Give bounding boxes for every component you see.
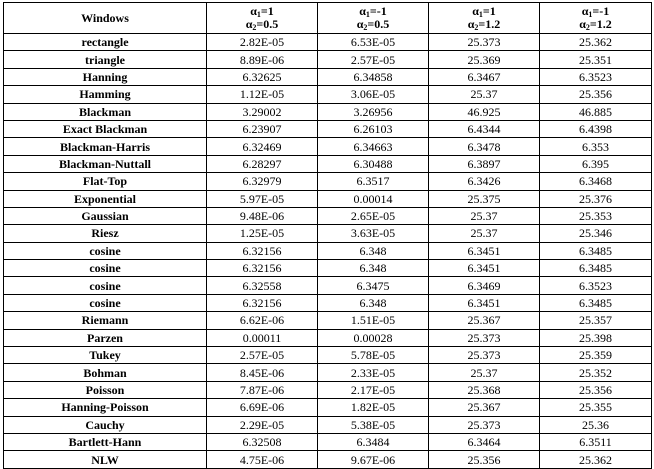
value-cell: 25.351 — [540, 51, 652, 68]
header-col-2: $\alpha_1=-1$ $\alpha_2=0.5$ — [318, 3, 429, 34]
value-cell: 46.885 — [540, 103, 652, 120]
value-cell: 2.57E-05 — [207, 347, 318, 364]
window-name-cell: cosine — [4, 260, 207, 277]
window-name-cell: rectangle — [4, 34, 207, 51]
value-cell: 1.25E-05 — [207, 225, 318, 242]
value-cell: 25.356 — [540, 86, 652, 103]
value-cell: 6.28297 — [207, 155, 318, 172]
value-cell: 6.3485 — [540, 242, 652, 259]
value-cell: 6.32156 — [207, 242, 318, 259]
table-row — [4, 277, 652, 294]
value-cell: 2.33E-05 — [318, 364, 429, 381]
window-name-cell: Bartlett-Hann — [4, 433, 207, 450]
window-comparison-table-container — [3, 2, 651, 467]
value-cell: 6.3517 — [318, 173, 429, 190]
value-cell: 6.32156 — [207, 260, 318, 277]
value-cell: 2.82E-05 — [207, 34, 318, 51]
value-cell: 25.37 — [429, 225, 540, 242]
table-row — [4, 433, 652, 450]
window-name-cell: Poisson — [4, 381, 207, 398]
value-cell: 2.65E-05 — [318, 207, 429, 224]
value-cell: 8.89E-06 — [207, 51, 318, 68]
value-cell: 46.925 — [429, 103, 540, 120]
window-name-cell: Riesz — [4, 225, 207, 242]
value-cell: 6.3475 — [318, 277, 429, 294]
value-cell: 25.398 — [540, 329, 652, 346]
table-row — [4, 347, 652, 364]
value-cell: 25.375 — [429, 190, 540, 207]
value-cell: 6.3451 — [429, 294, 540, 311]
value-cell: 6.34858 — [318, 68, 429, 85]
value-cell: 25.367 — [429, 312, 540, 329]
value-cell: 5.97E-05 — [207, 190, 318, 207]
table-row — [4, 86, 652, 103]
table-row — [4, 34, 652, 51]
table-row — [4, 190, 652, 207]
table-row — [4, 207, 652, 224]
value-cell: 6.53E-05 — [318, 34, 429, 51]
window-name-cell: cosine — [4, 242, 207, 259]
window-name-cell: Gaussian — [4, 207, 207, 224]
value-cell: 6.348 — [318, 260, 429, 277]
value-cell: 0.00014 — [318, 190, 429, 207]
header-col-1-a1: =1 — [260, 4, 274, 18]
value-cell: 2.57E-05 — [318, 51, 429, 68]
window-name-cell: Blackman-Nuttall — [4, 155, 207, 172]
header-col-3-a2: =1.2 — [478, 17, 501, 31]
value-cell: 5.78E-05 — [318, 347, 429, 364]
value-cell: 6.32558 — [207, 277, 318, 294]
value-cell: 0.00028 — [318, 329, 429, 346]
value-cell: 6.4398 — [540, 120, 652, 137]
value-cell: 25.368 — [429, 381, 540, 398]
value-cell: 6.32979 — [207, 173, 318, 190]
value-cell: 25.37 — [429, 364, 540, 381]
window-name-cell: Cauchy — [4, 416, 207, 433]
value-cell: 6.3485 — [540, 260, 652, 277]
value-cell: 6.3451 — [429, 242, 540, 259]
value-cell: 6.26103 — [318, 120, 429, 137]
header-row — [4, 3, 652, 34]
window-name-cell: Exponential — [4, 190, 207, 207]
window-name-cell: Tukey — [4, 347, 207, 364]
window-name-cell: triangle — [4, 51, 207, 68]
window-name-cell: Hamming — [4, 86, 207, 103]
table-row — [4, 138, 652, 155]
table-header — [4, 3, 652, 34]
value-cell: 6.395 — [540, 155, 652, 172]
header-col-4-a2: =1.2 — [589, 17, 612, 31]
table-row — [4, 68, 652, 85]
value-cell: 25.37 — [429, 207, 540, 224]
value-cell: 3.29002 — [207, 103, 318, 120]
table-row — [4, 329, 652, 346]
value-cell: 6.30488 — [318, 155, 429, 172]
value-cell: 9.67E-06 — [318, 451, 429, 468]
value-cell: 1.82E-05 — [318, 399, 429, 416]
table-row — [4, 364, 652, 381]
header-col-4-a1: =-1 — [592, 4, 610, 18]
value-cell: 1.12E-05 — [207, 86, 318, 103]
header-windows: Windows — [4, 3, 207, 34]
value-cell: 6.3426 — [429, 173, 540, 190]
value-cell: 6.353 — [540, 138, 652, 155]
value-cell: 6.3469 — [429, 277, 540, 294]
value-cell: 6.3467 — [429, 68, 540, 85]
value-cell: 6.3484 — [318, 433, 429, 450]
value-cell: 25.356 — [540, 381, 652, 398]
table-row — [4, 381, 652, 398]
window-name-cell: Blackman — [4, 103, 207, 120]
table-row — [4, 451, 652, 468]
value-cell: 6.3464 — [429, 433, 540, 450]
value-cell: 6.62E-06 — [207, 312, 318, 329]
value-cell: 6.3468 — [540, 173, 652, 190]
table-row — [4, 312, 652, 329]
value-cell: 25.369 — [429, 51, 540, 68]
value-cell: 6.3478 — [429, 138, 540, 155]
value-cell: 3.26956 — [318, 103, 429, 120]
value-cell: 6.32469 — [207, 138, 318, 155]
value-cell: 25.373 — [429, 416, 540, 433]
value-cell: 8.45E-06 — [207, 364, 318, 381]
table-row — [4, 155, 652, 172]
value-cell: 6.34663 — [318, 138, 429, 155]
table-row — [4, 51, 652, 68]
value-cell: 25.373 — [429, 347, 540, 364]
value-cell: 25.346 — [540, 225, 652, 242]
value-cell: 25.37 — [429, 86, 540, 103]
header-col-2-a2: =0.5 — [367, 17, 390, 31]
window-name-cell: cosine — [4, 277, 207, 294]
value-cell: 6.23907 — [207, 120, 318, 137]
value-cell: 25.362 — [540, 451, 652, 468]
window-name-cell: Riemann — [4, 312, 207, 329]
table-row — [4, 103, 652, 120]
value-cell: 6.3523 — [540, 277, 652, 294]
window-name-cell: Blackman-Harris — [4, 138, 207, 155]
header-col-2-a1: =-1 — [369, 4, 387, 18]
header-col-3: $\alpha_1=1$ $\alpha_2=1.2$ — [429, 3, 540, 34]
value-cell: 1.51E-05 — [318, 312, 429, 329]
value-cell: 6.69E-06 — [207, 399, 318, 416]
value-cell: 6.348 — [318, 242, 429, 259]
window-name-cell: Flat-Top — [4, 173, 207, 190]
value-cell: 7.87E-06 — [207, 381, 318, 398]
value-cell: 2.17E-05 — [318, 381, 429, 398]
table-row — [4, 242, 652, 259]
value-cell: 5.38E-05 — [318, 416, 429, 433]
value-cell: 25.373 — [429, 34, 540, 51]
value-cell: 4.75E-06 — [207, 451, 318, 468]
header-col-1-a2: =0.5 — [256, 17, 279, 31]
header-col-1: $\alpha_1=1$ $\alpha_2=0.5$ — [207, 3, 318, 34]
value-cell: 25.373 — [429, 329, 540, 346]
table-row — [4, 173, 652, 190]
value-cell: 6.32508 — [207, 433, 318, 450]
table-row — [4, 416, 652, 433]
window-comparison-table — [3, 2, 652, 469]
value-cell: 25.359 — [540, 347, 652, 364]
window-name-cell: Hanning-Poisson — [4, 399, 207, 416]
table-row — [4, 399, 652, 416]
header-col-4: $\alpha_1=-1$ $\alpha_2=1.2$ — [540, 3, 652, 34]
value-cell: 25.357 — [540, 312, 652, 329]
value-cell: 0.00011 — [207, 329, 318, 346]
value-cell: 6.3523 — [540, 68, 652, 85]
window-name-cell: NLW — [4, 451, 207, 468]
value-cell: 25.356 — [429, 451, 540, 468]
value-cell: 25.36 — [540, 416, 652, 433]
table-row — [4, 120, 652, 137]
value-cell: 25.376 — [540, 190, 652, 207]
value-cell: 9.48E-06 — [207, 207, 318, 224]
value-cell: 6.3485 — [540, 294, 652, 311]
value-cell: 6.32625 — [207, 68, 318, 85]
value-cell: 25.353 — [540, 207, 652, 224]
table-row — [4, 260, 652, 277]
value-cell: 6.4344 — [429, 120, 540, 137]
value-cell: 6.3451 — [429, 260, 540, 277]
value-cell: 3.06E-05 — [318, 86, 429, 103]
value-cell: 25.355 — [540, 399, 652, 416]
window-name-cell: Bohman — [4, 364, 207, 381]
value-cell: 6.32156 — [207, 294, 318, 311]
value-cell: 25.367 — [429, 399, 540, 416]
window-name-cell: Parzen — [4, 329, 207, 346]
value-cell: 25.352 — [540, 364, 652, 381]
table-row — [4, 294, 652, 311]
window-name-cell: cosine — [4, 294, 207, 311]
window-name-cell: Exact Blackman — [4, 120, 207, 137]
value-cell: 25.362 — [540, 34, 652, 51]
table-body — [4, 34, 652, 469]
value-cell: 3.63E-05 — [318, 225, 429, 242]
value-cell: 6.3897 — [429, 155, 540, 172]
value-cell: 6.3511 — [540, 433, 652, 450]
window-name-cell: Hanning — [4, 68, 207, 85]
value-cell: 6.348 — [318, 294, 429, 311]
header-col-3-a1: =1 — [482, 4, 496, 18]
value-cell: 2.29E-05 — [207, 416, 318, 433]
table-row — [4, 225, 652, 242]
